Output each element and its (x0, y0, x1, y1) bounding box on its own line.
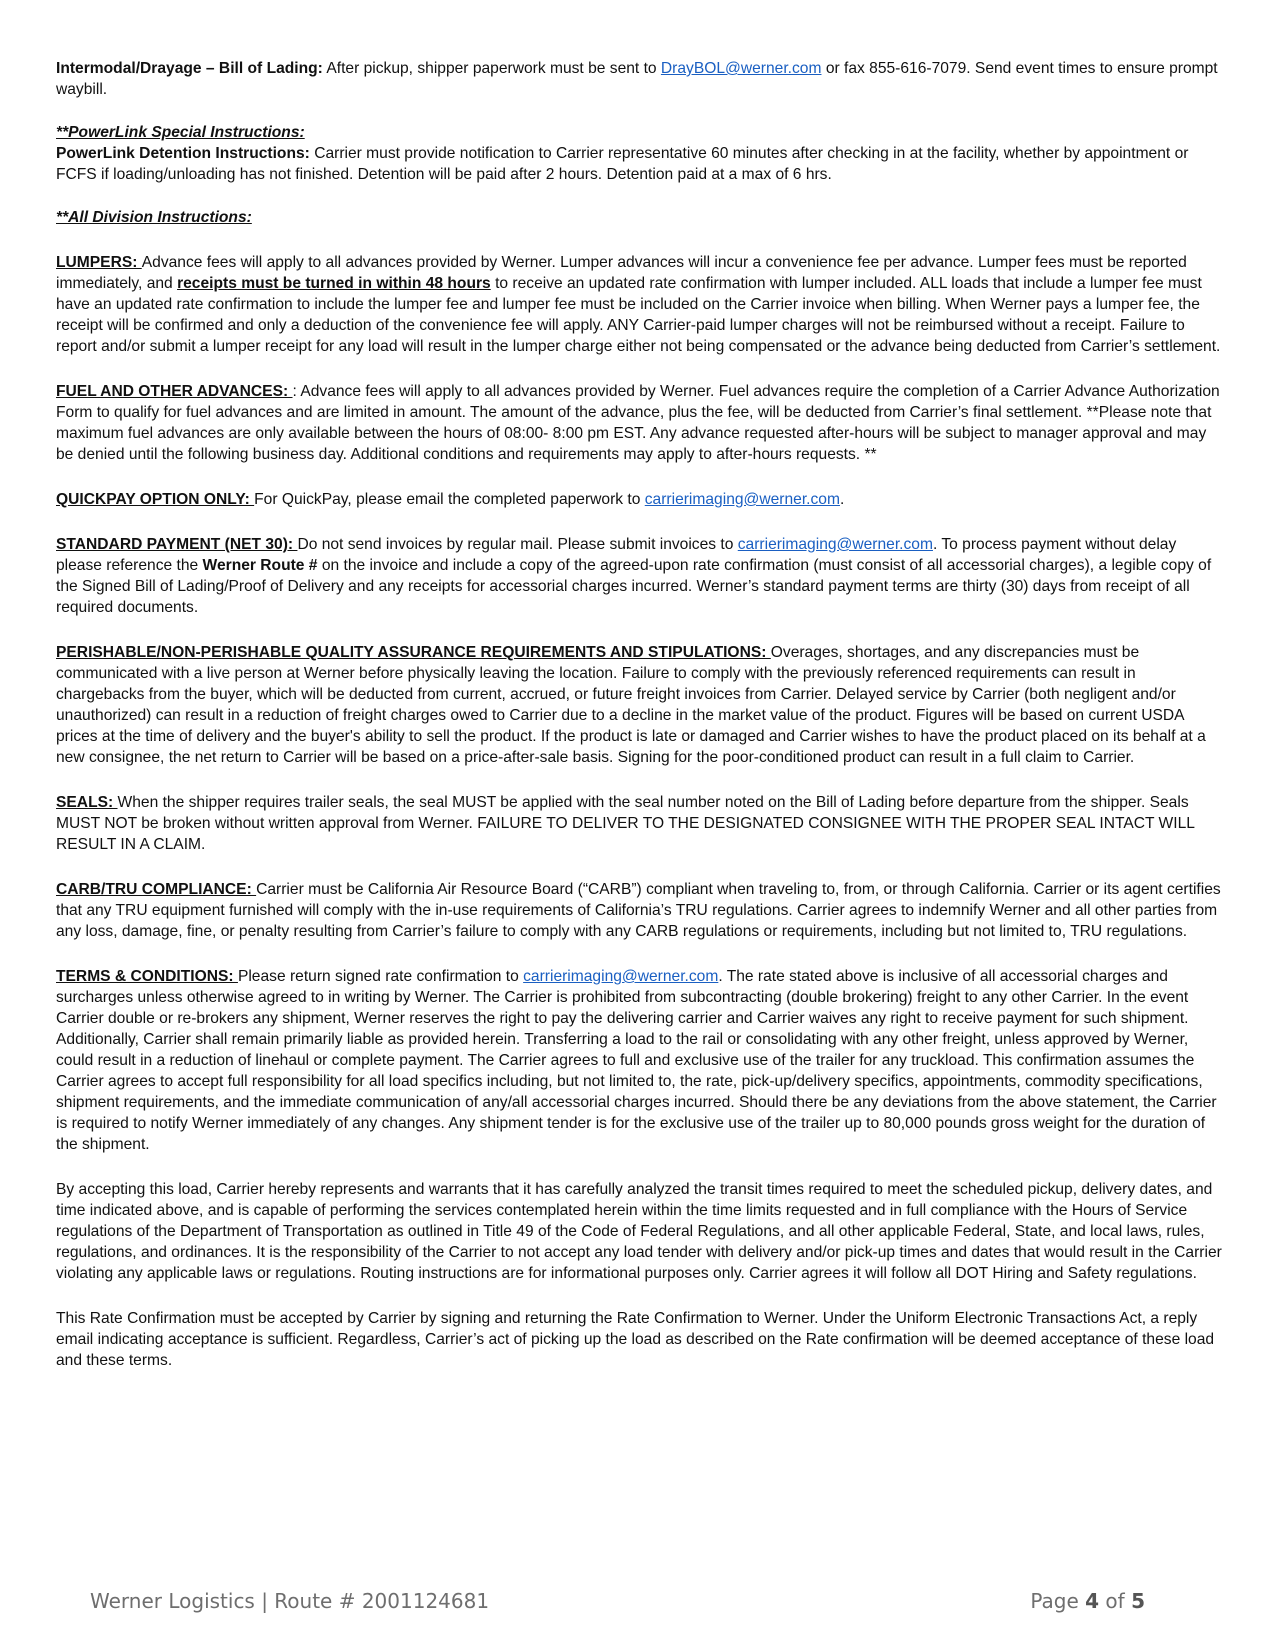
footer-page-number: Page 4 of 5 (1030, 1589, 1145, 1613)
seals-paragraph: SEALS: When the shipper requires trailer seals, the seal MUST be applied with the seal number noted on the Bill of Lading before departure from the shipper. Seals MUST NOT be broken without written approval from Werner. FAILURE TO DELIVER TO THE DESIGNATED CONSIGNEE WITH THE PROPER SEAL INTACT WILL RESULT IN A CLAIM. (56, 794, 1195, 853)
lumpers-paragraph: LUMPERS: Advance fees will apply to all advances provided by Werner. Lumper advances will incur a convenience fee per advance. Lumper fees must be reported immediately, and receipts must be turned in within 48 hours to receive an updated rate confirmation with lumper included. ALL loads that include a lumper fee must have an updated rate confirmation to include the lumper fee and lumper fee must be included on the Carrier invoice when billing. When Werner pays a lumper fee, the receipt will be confirmed and only a deduction of the convenience fee will apply. ANY Carrier-paid lumper charges will not be reimbursed without a receipt. Failure to report and/or submit a lumper receipt for any load will result in the lumper charge either not being compensated or the advance being deducted from Carrier’s settlement. (56, 254, 1221, 355)
standard-payment-heading: STANDARD PAYMENT (NET 30): (56, 536, 298, 553)
all-division-title: **All Division Instructions: (56, 209, 252, 226)
standard-payment-email-link[interactable]: carrierimaging@werner.com (737, 536, 933, 553)
standard-payment-paragraph: STANDARD PAYMENT (NET 30): Do not send invoices by regular mail. Please submit invoices to carrierimaging@werner.com. To process payment without delay please reference the Werner Route # on the invoice and include a copy of the agreed-upon rate confirmation (must consist of all accessorial charges), a legible copy of the Signed Bill of Lading/Proof of Delivery and any receipts for accessorial charges incurred. Werner’s standard payment terms are thirty (30) days from receipt of all required documents. (56, 536, 1212, 616)
carb-heading: CARB/TRU COMPLIANCE: (56, 881, 257, 898)
terms-heading: TERMS & CONDITIONS: (56, 968, 238, 985)
accepting-load-paragraph: By accepting this load, Carrier hereby represents and warrants that it has carefully analyzed the transit times required to meet the scheduled pickup, delivery dates, and time indicated above, and is capable of performing the services contemplated herein within the time limits requested and in full compliance with the Hours of Service regulations of the Department of Transportation as outlined in Title 49 of the Code of Federal Regulations, and all other applicable Federal, State, and local laws, rules, regulations, and ordinances. It is the responsibility of the Carrier to not accept any load tender with delivery and/or pick-up times and dates that would result in the Carrier violating any applicable laws or regulations. Routing instructions are for informational purposes only. Carrier agrees it will follow all DOT Hiring and Safety regulations. (56, 1181, 1222, 1282)
quickpay-email-link[interactable]: carrierimaging@werner.com (644, 491, 840, 508)
werner-route-label: Werner Route # (202, 557, 318, 574)
intermodal-paragraph: Intermodal/Drayage – Bill of Lading: After pickup, shipper paperwork must be sent to DrayBOL@werner.com or fax 855-616-7079. Send event times to ensure prompt waybill. (56, 60, 1218, 98)
terms-paragraph: TERMS & CONDITIONS: Please return signed rate confirmation to carrierimaging@werner.com. The rate stated above is inclusive of all accessorial charges and surcharges unless otherwise agreed to in writing by Werner. The Carrier is prohibited from subcontracting (double brokering) freight to any other Carrier. In the event Carrier double or re-brokers any shipment, Werner reserves the right to pay the delivering carrier and Carrier waives any right to receive payment for such shipment. Additionally, Carrier shall remain primarily liable as provided herein. Transferring a load to the rail or consolidating with any other freight, unless approved by Werner, could result in a reduction of linehaul or complete payment. The Carrier agrees to full and exclusive use of the trailer for any truckload. This confirmation assumes the Carrier agrees to accept full responsibility for all load specifics including, but not limited to, the rate, pick-up/delivery specifics, appointments, commodity specifications, shipment requirements, and the immediate communication of any/all accessorial charges incurred. Should there be any deviations from the above statement, the Carrier is required to notify Werner immediately of any changes. Any shipment tender is for the exclusive use of the trailer up to 80,000 pounds gross weight for the duration of the shipment. (56, 968, 1217, 1153)
perishable-heading: PERISHABLE/NON-PERISHABLE QUALITY ASSURANCE REQUIREMENTS AND STIPULATIONS: (56, 644, 771, 661)
powerlink-section-title: **PowerLink Special Instructions: (56, 124, 305, 141)
powerlink-heading: PowerLink Detention Instructions: (56, 145, 310, 162)
carb-paragraph: CARB/TRU COMPLIANCE: Carrier must be California Air Resource Board (“CARB”) compliant when traveling to, from, or through California. Carrier or its agent certifies that any TRU equipment furnished will comply with the in-use requirements of California’s TRU regulations. Carrier agrees to indemnify Werner and all other parties from any loss, damage, fine, or penalty resulting from Carrier’s failure to comply with any CARB regulations or requirements, including but not limited to, TRU regulations. (56, 881, 1221, 940)
rate-confirmation-paragraph: This Rate Confirmation must be accepted by Carrier by signing and returning the Rate Confirmation to Werner. Under the Uniform Electronic Transactions Act, a reply email indicating acceptance is sufficient. Regardless, Carrier’s act of picking up the load as described on the Rate confirmation will be deemed acceptance of these load and these terms. (56, 1310, 1215, 1369)
terms-email-link[interactable]: carrierimaging@werner.com (523, 968, 719, 985)
perishable-paragraph: PERISHABLE/NON-PERISHABLE QUALITY ASSURANCE REQUIREMENTS AND STIPULATIONS: Overages, shortages, and any discrepancies must be communicated with a live person at Werner before physically leaving the location. Failure to comply with the previously referenced requirements can result in chargebacks from the buyer, which will be deducted from current, accrued, or future freight invoices from Carrier. Delayed service by Carrier (both negligent and/or unauthorized) can result in a reduction of freight charges owed to Carrier due to a decline in the market value of the product. Figures will be based on current USDA prices at the time of delivery and the buyer's ability to sell the product. If the product is late or damaged and Carrier wishes to have the product placed on its behalf at a new consignee, the net return to Carrier will be based on a price-after-sale basis. Signing for the poor-conditioned product can result in a full claim to Carrier. (56, 644, 1206, 766)
quickpay-paragraph: QUICKPAY OPTION ONLY: For QuickPay, please email the completed paperwork to carrierimaging@werner.com. (56, 491, 845, 508)
powerlink-paragraph: PowerLink Detention Instructions: Carrier must provide notification to Carrier representative 60 minutes after checking in at the facility, whether by appointment or FCFS if loading/unloading has not finished. Detention will be paid after 2 hours. Detention paid at a max of 6 hrs. (56, 145, 1189, 183)
seals-heading: SEALS: (56, 794, 118, 811)
lumpers-heading: LUMPERS: (56, 254, 142, 271)
quickpay-heading: QUICKPAY OPTION ONLY: (56, 491, 255, 508)
lumpers-receipt-emphasis: receipts must be turned in within 48 hours (177, 275, 491, 292)
fuel-advances-heading: FUEL AND OTHER ADVANCES: (56, 383, 293, 400)
draybol-email-link[interactable]: DrayBOL@werner.com (660, 60, 822, 77)
document-body (56, 58, 1222, 1371)
fuel-advances-paragraph: FUEL AND OTHER ADVANCES: : Advance fees will apply to all advances provided by Werner. Fuel advances require the completion of a Carrier Advance Authorization Form to qualify for fuel advances and are limited in amount. The amount of the advance, plus the fee, will be deducted from Carrier’s final settlement. **Please note that maximum fuel advances are only available between the hours of 08:00- 8:00 pm EST. Any advance requested after-hours will be subject to manager approval and may be denied until the following business day. Additional conditions and requirements may apply to after-hours requests. ** (56, 383, 1220, 463)
footer-route: Werner Logistics | Route # 2001124681 (90, 1589, 490, 1613)
intermodal-heading: Intermodal/Drayage – Bill of Lading: (56, 60, 323, 77)
